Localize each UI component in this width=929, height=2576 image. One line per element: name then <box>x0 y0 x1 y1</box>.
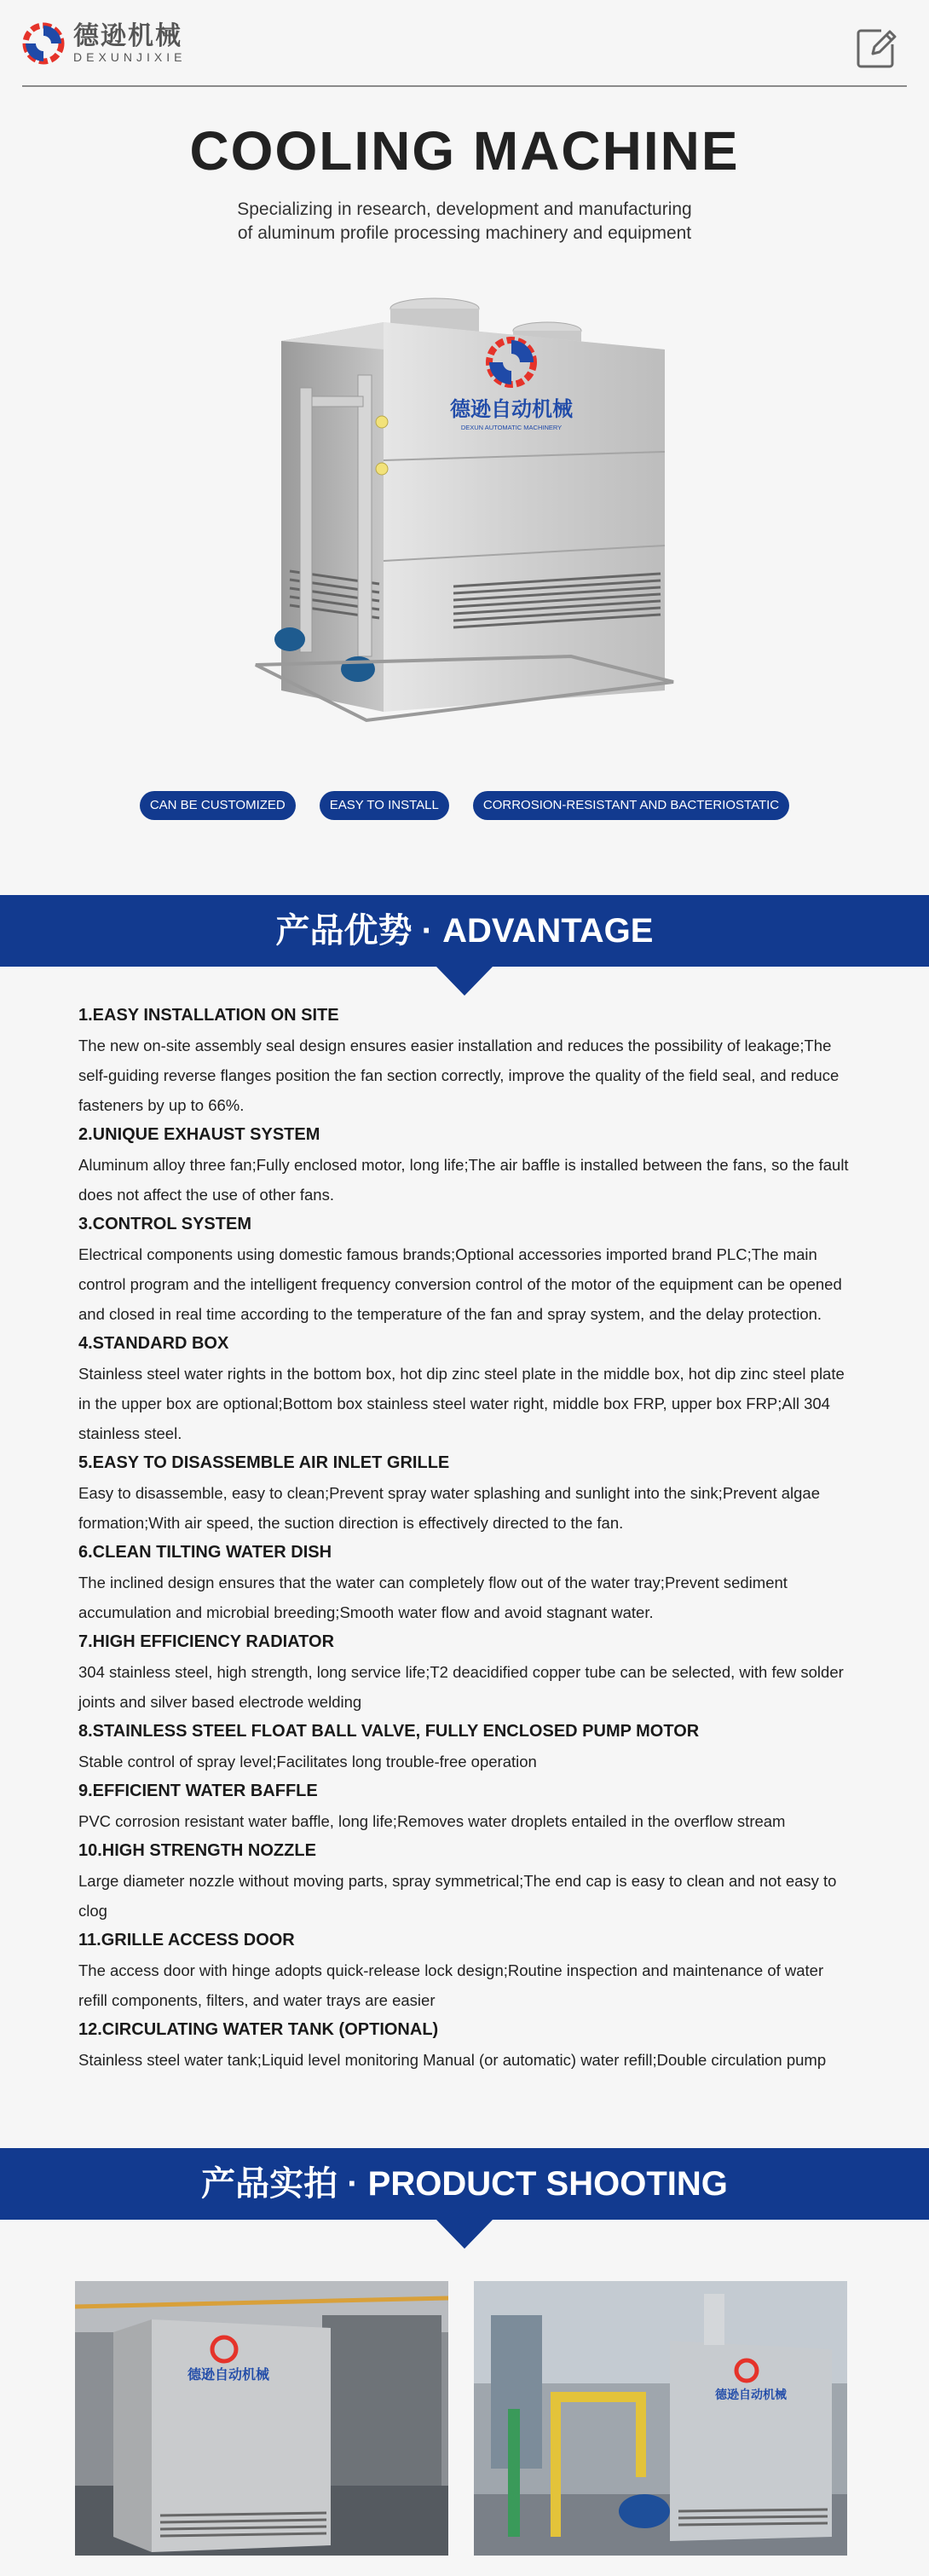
advantage-item-title: 11.GRILLE ACCESS DOOR <box>78 1931 295 1949</box>
advantage-item-title: 5.EASY TO DISASSEMBLE AIR INLET GRILLE <box>78 1453 450 1472</box>
advantage-item-text: Aluminum alloy three fan;Fully enclosed motor, long life;The air baffle is installed between the fans, so the fault does not affect the use of other fans. <box>78 1156 849 1204</box>
machine-brand-cn: 德逊自动机械 <box>450 397 573 421</box>
advantage-list <box>78 1001 852 2075</box>
subtitle-line-2: of aluminum profile processing machinery and equipment <box>237 223 692 243</box>
advantage-item-text: Electrical components using domestic famous brands;Optional accessories imported brand PLC;The main control program and the intelligent frequency conversion control of the motor of the equipment can be opened and closed in real time according to the temperature of the fan and spray system, and the delay protection. <box>78 1245 842 1323</box>
subtitle-line-1: Specializing in research, development and manufacturing <box>237 199 692 219</box>
advantage-item-text: The new on-site assembly seal design ensures easier installation and reduces the possibility of leakage;The self-guiding reverse flanges position the fan section correctly, improve the quality of the field seal, and reduce fasteners by up to 66%. <box>78 1037 840 1114</box>
photo-brand-cn: 德逊自动机械 <box>715 2388 787 2402</box>
advantage-item-text: 304 stainless steel, high strength, long service life;T2 deacidified copper tube can be selected, with few solder joints and silver based electrode welding <box>78 1663 844 1711</box>
photo-brand-cn: 德逊自动机械 <box>187 2366 270 2383</box>
advantage-item-title: 3.CONTROL SYSTEM <box>78 1215 251 1233</box>
advantage-heading-cn: 产品优势 <box>275 911 413 950</box>
advantage-banner: 产品优势 · ADVANTAGE <box>0 895 929 967</box>
advantage-item-title: 4.STANDARD BOX <box>78 1334 229 1353</box>
feature-tag: EASY TO INSTALL <box>320 791 449 820</box>
brand-name-en: DEXUNJIXIE <box>73 50 187 64</box>
machine-brand-en: DEXUN AUTOMATIC MACHINERY <box>460 424 563 431</box>
gear-logo-icon <box>22 22 65 65</box>
advantage-item-text: PVC corrosion resistant water baffle, long life;Removes water droplets entailed in the overflow stream <box>78 1812 786 1830</box>
advantage-item-text: The access door with hinge adopts quick-release lock design;Routine inspection and maintenance of water refill components, filters, and water trays are easier <box>78 1961 824 2009</box>
advantage-item-text: Stainless steel water tank;Liquid level monitoring Manual (or automatic) water refill;Double circulation pump <box>78 2051 827 2069</box>
header-divider <box>22 85 907 87</box>
feature-tag: CORROSION-RESISTANT AND BACTERIOSTATIC <box>473 791 789 820</box>
advantage-item-text: Stainless steel water rights in the bottom box, hot dip zinc steel plate in the middle box, hot dip zinc steel plate in the upper box are optional;Bottom box stainless steel water right, middle box FRP, upper box FRP;All 304 stainless steel. <box>78 1365 845 1442</box>
advantage-item-text: Large diameter nozzle without moving parts, spray symmetrical;The end cap is easy to clean and not easy to clog <box>78 1872 837 1920</box>
product-photo <box>75 2281 448 2556</box>
page-title: COOLING MACHINE <box>189 120 740 182</box>
advantage-item-title: 7.HIGH EFFICIENCY RADIATOR <box>78 1632 335 1651</box>
shooting-heading-en: PRODUCT SHOOTING <box>367 2165 728 2203</box>
advantage-arrow <box>436 967 493 996</box>
advantage-heading-en: ADVANTAGE <box>442 912 654 950</box>
shooting-banner: 产品实拍 · PRODUCT SHOOTING <box>0 2148 929 2220</box>
advantage-item-text: The inclined design ensures that the water can completely flow out of the water tray;Prevent sediment accumulation and microbial breeding;Smooth water flow and avoid stagnant water. <box>78 1574 788 1621</box>
advantage-item-title: 1.EASY INSTALLATION ON SITE <box>78 1006 339 1025</box>
feature-tags <box>0 791 929 820</box>
advantage-item-title: 6.CLEAN TILTING WATER DISH <box>78 1543 332 1562</box>
brand-logo[interactable] <box>22 22 186 65</box>
shooting-arrow <box>436 2220 493 2249</box>
feature-tag: CAN BE CUSTOMIZED <box>140 791 296 820</box>
page-subtitle <box>0 198 929 245</box>
advantage-item-text: Stable control of spray level;Facilitates long trouble-free operation <box>78 1753 537 1770</box>
advantage-item-text: Easy to disassemble, easy to clean;Prevent spray water splashing and sunlight into the sink;Prevent algae formation;With air speed, the suction direction is effectively directed to the fan. <box>78 1484 820 1532</box>
brand-name-cn: 德逊机械 <box>73 21 182 51</box>
edit-icon[interactable] <box>856 26 897 70</box>
shooting-heading-cn: 产品实拍 <box>201 2164 338 2203</box>
site-header <box>0 0 929 89</box>
advantage-item-title: 9.EFFICIENT WATER BAFFLE <box>78 1782 318 1800</box>
cooling-machine-image <box>230 290 690 742</box>
advantage-item-title: 2.UNIQUE EXHAUST SYSTEM <box>78 1125 320 1144</box>
advantage-item-title: 10.HIGH STRENGTH NOZZLE <box>78 1841 316 1860</box>
advantage-item-title: 12.CIRCULATING WATER TANK (OPTIONAL) <box>78 2020 439 2039</box>
advantage-item-title: 8.STAINLESS STEEL FLOAT BALL VALVE, FULLY ENCLOSED PUMP MOTOR <box>78 1722 700 1741</box>
product-photo <box>474 2281 847 2556</box>
